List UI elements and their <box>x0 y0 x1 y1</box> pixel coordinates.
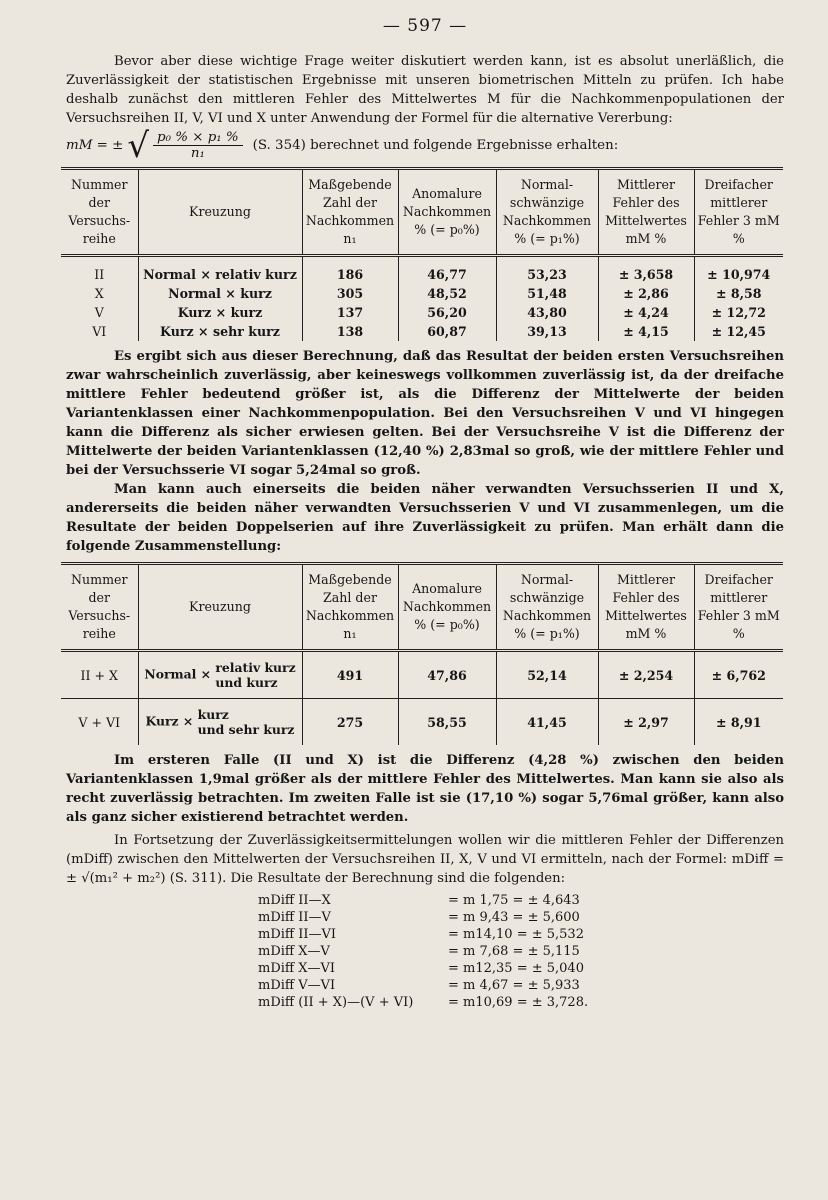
cell-n: 491 <box>302 651 398 699</box>
formula-lhs: mM = ± <box>66 138 124 153</box>
cell-kreuzung: Normal × kurz <box>138 284 302 303</box>
cell-n: 186 <box>302 256 398 285</box>
cell-n: 305 <box>302 284 398 303</box>
cell-m: ± 2,97 <box>598 699 694 746</box>
diff-label: mDiff II—V <box>258 910 331 925</box>
cell-m: ± 4,24 <box>598 303 694 322</box>
formula-denominator: n₁ <box>190 146 205 161</box>
list-item <box>258 994 784 1011</box>
kreuzung-top: kurz <box>197 707 229 722</box>
cell-kreuzung: Kurz × kurz <box>138 303 302 322</box>
cell-nr: VI <box>92 324 107 339</box>
paragraph-combination: Man kann auch einerseits die beiden näher verwandten Versuchsserien II und X, andererseits die beiden näher verwandten Versuchsserien V und VI zusammenlegen, um die Resultate der beiden Doppelserien auf ihre Zuverlässigkeit zu prüfen. Man erhält dann die folgende Zusammenstellung: <box>66 482 784 554</box>
cell-p0: 48,52 <box>398 284 496 303</box>
diff-value: = m14,10 = ± 5,532 <box>448 927 584 942</box>
cell-kreuzung <box>138 699 302 746</box>
table-row <box>61 256 783 285</box>
cell-n: 275 <box>302 699 398 746</box>
col-header-dreifach: Dreifacher mittlerer Fehler 3 mM % <box>694 169 783 256</box>
diff-label: mDiff X—VI <box>258 961 336 976</box>
paragraph-differences: In Fortsetzung der Zuverlässigkeitsermittelungen wollen wir die mittleren Fehler der Differenzen (mDiff) zwischen den Mittelwerten der Versuchsreihen II, X, V und VI ermitteln, nach der Formel: mDiff = ± √(m₁² + m₂²) (S. 311). Die Resultate der Berechnung sind die folgenden: <box>66 833 784 886</box>
formula-fraction <box>153 130 243 161</box>
col-header-dreifach: Dreifacher mittlerer Fehler 3 mM % <box>694 564 783 651</box>
paragraph-intro: Bevor aber diese wichtige Frage weiter diskutiert werden kann, ist es absolut unerläßlich, die Zuverlässigkeit der statistischen Ergebnisse mit unseren biometrischen Mitteln zu prüfen. Ich habe deshalb zunächst den mittleren Fehler des Mittelwertes M für die Nachkommenpopulationen der Versuchsreihen II, V, VI und X unter Anwendung der Formel für die alternative Vererbung: <box>66 54 784 126</box>
cell-p1: 53,23 <box>496 256 598 285</box>
col-header-kreuzung: Kreuzung <box>138 169 302 256</box>
cell-m3: ± 8,91 <box>694 699 783 746</box>
diff-label: mDiff X—V <box>258 944 330 959</box>
cell-m: ± 4,15 <box>598 322 694 341</box>
cell-nr: II <box>94 267 105 282</box>
table-double-series <box>61 562 783 745</box>
col-header-kreuzung: Kreuzung <box>138 564 302 651</box>
cell-n: 138 <box>302 322 398 341</box>
cell-m: ± 2,86 <box>598 284 694 303</box>
kreuzung-bottom: und kurz <box>215 675 278 690</box>
diff-label: mDiff V—VI <box>258 978 336 993</box>
cell-p1: 43,80 <box>496 303 598 322</box>
cell-kreuzung <box>138 651 302 699</box>
diff-label: mDiff II—VI <box>258 927 337 942</box>
cell-nr: II + X <box>80 667 118 683</box>
table-single-series <box>61 167 783 341</box>
table-header-row <box>61 169 783 256</box>
cell-kreuzung: Normal × relativ kurz <box>138 256 302 285</box>
cell-n: 137 <box>302 303 398 322</box>
table-row <box>61 699 783 746</box>
cell-p1: 41,45 <box>496 699 598 746</box>
cell-p0: 58,55 <box>398 699 496 746</box>
table-header-row <box>61 564 783 651</box>
cell-m3: ± 12,45 <box>694 322 783 341</box>
formula-numerator: p₀ % × p₁ % <box>153 130 243 146</box>
list-item <box>258 926 784 943</box>
cell-m: ± 2,254 <box>598 651 694 699</box>
cell-p0: 56,20 <box>398 303 496 322</box>
kreuzung-top: relativ kurz <box>215 660 296 675</box>
list-item <box>258 909 784 926</box>
cell-m3: ± 8,58 <box>694 284 783 303</box>
cell-nr: V + VI <box>78 714 121 730</box>
diff-value: = m 7,68 = ± 5,115 <box>448 944 580 959</box>
diff-label: mDiff II—X <box>258 893 331 908</box>
col-header-nummer: Nummer der Versuchs-reihe <box>68 177 131 246</box>
col-header-normal: Normal-schwänzige Nachkommen % (= p₁%) <box>496 169 598 256</box>
table-row <box>61 303 783 322</box>
formula-mean-error <box>66 125 784 166</box>
table-row <box>61 651 783 699</box>
difference-error-list <box>258 892 784 1011</box>
cell-nr: X <box>94 286 104 301</box>
list-item <box>258 892 784 909</box>
diff-value: = m12,35 = ± 5,040 <box>448 961 584 976</box>
kreuzung-stack <box>198 707 295 737</box>
col-header-nummer: Nummer der Versuchs-reihe <box>68 572 131 641</box>
col-header-zahl: Maßgebende Zahl der Nachkommen n₁ <box>302 564 398 651</box>
list-item <box>258 960 784 977</box>
cell-p0: 46,77 <box>398 256 496 285</box>
cell-p1: 39,13 <box>496 322 598 341</box>
cell-m3: ± 12,72 <box>694 303 783 322</box>
diff-value: = m 9,43 = ± 5,600 <box>448 910 580 925</box>
cell-m3: ± 10,974 <box>694 256 783 285</box>
cell-m3: ± 6,762 <box>694 651 783 699</box>
cell-p1: 51,48 <box>496 284 598 303</box>
list-item <box>258 943 784 960</box>
diff-value: = m 4,67 = ± 5,933 <box>448 978 580 993</box>
col-header-anomalure: Anomalure Nachkommen % (= p₀%) <box>398 169 496 256</box>
formula-tail: (S. 354) berechnet und folgende Ergebnisse erhalten: <box>252 138 619 153</box>
diff-value: = m10,69 = ± 3,728. <box>448 995 589 1010</box>
col-header-zahl: Maßgebende Zahl der Nachkommen n₁ <box>302 169 398 256</box>
cell-p0: 60,87 <box>398 322 496 341</box>
diff-label: mDiff (II + X)—(V + VI) <box>258 995 414 1010</box>
cell-p0: 47,86 <box>398 651 496 699</box>
col-header-fehler: Mittlerer Fehler des Mittelwertes mM % <box>598 169 694 256</box>
col-header-normal: Normal-schwänzige Nachkommen % (= p₁%) <box>496 564 598 651</box>
paragraph-comparison: Im ersteren Falle (II und X) ist die Differenz (4,28 %) zwischen den beiden Variantenklassen 1,9mal größer als der mittlere Fehler des Mittelwertes. Man kann sie also als recht zuverlässig betrachten. Im zweiten Falle ist sie (17,10 %) sogar 5,76mal größer, kann also als ganz sicher existierend betrachtet werden. <box>66 753 784 825</box>
table-row <box>61 284 783 303</box>
diff-value: = m 1,75 = ± 4,643 <box>448 893 580 908</box>
sqrt-symbol: √ <box>127 125 150 166</box>
page-number: — 597 — <box>382 16 468 36</box>
col-header-fehler: Mittlerer Fehler des Mittelwertes mM % <box>598 564 694 651</box>
cell-m: ± 3,658 <box>598 256 694 285</box>
list-item <box>258 977 784 994</box>
col-header-anomalure: Anomalure Nachkommen % (= p₀%) <box>398 564 496 651</box>
table-row <box>61 322 783 341</box>
cell-p1: 52,14 <box>496 651 598 699</box>
cell-nr: V <box>94 305 104 320</box>
cell-kreuzung: Kurz × sehr kurz <box>138 322 302 341</box>
kreuzung-stack <box>215 660 295 690</box>
kreuzung-bottom: und sehr kurz <box>197 722 295 737</box>
paragraph-results: Es ergibt sich aus dieser Berechnung, daß das Resultat der beiden ersten Versuchsreihen zwar wahrscheinlich zuverlässig, aber keineswegs vollkommen zuverlässig ist, da der dreifache mittlere Fehler bedeutend größer ist, als die Differenz der Mittelwerte der beiden Variantenklassen einer Nachkommenpopulation. Bei den Versuchsreihen V und VI hingegen kann die Differenz als sicher erwiesen gelten. Bei der Versuchsreihe V ist die Differenz der Mittelwerte der beiden Variantenklassen (12,40 %) 2,83mal so groß, wie der mittlere Fehler und bei der Versuchsserie VI sogar 5,24mal so groß. <box>66 349 784 478</box>
kreuzung-left: Normal × <box>144 666 212 682</box>
kreuzung-left: Kurz × <box>145 713 194 729</box>
